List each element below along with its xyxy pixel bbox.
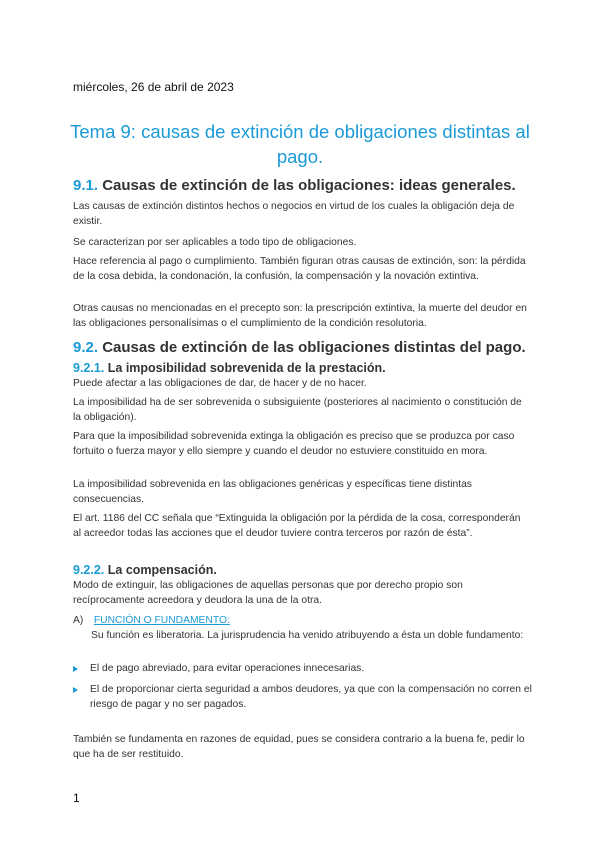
- paragraph: También se fundamenta en razones de equidad, pues se considera contrario a la buena fe, pedir lo que ha de ser restituido.: [73, 734, 525, 760]
- bullet-item: [73, 683, 533, 713]
- section-title: Causas de extinción de las obligaciones: ideas generales.: [102, 177, 516, 194]
- bullet-arrow-icon: [73, 666, 78, 672]
- section-heading-9-2: [73, 339, 526, 356]
- section-heading-9-1: [73, 177, 516, 194]
- paragraph: Puede afectar a las obligaciones de dar, de hacer y de no hacer.: [73, 378, 367, 389]
- subsection-heading-9-2-1: [73, 361, 386, 375]
- subsection-title: La compensación.: [107, 563, 217, 577]
- list-item-text: Su función es liberatoria. La jurisprudencia ha venido atribuyendo a ésta un doble fundamento:: [91, 630, 524, 641]
- paragraph: La imposibilidad sobrevenida en las obligaciones genéricas y específicas tiene distintas consecuencias.: [73, 479, 472, 505]
- section-number: 9.2.: [73, 339, 99, 356]
- subsection-title: La imposibilidad sobrevenida de la prestación.: [107, 361, 386, 375]
- paragraph: Modo de extinguir, las obligaciones de aquellas personas que por derecho propio son recíprocamente acreedora y deudora la una de la otra.: [73, 580, 463, 606]
- subsection-heading-9-2-2: [73, 563, 217, 577]
- subsection-number: 9.2.1.: [73, 361, 105, 375]
- page-title: Tema 9: causas de extinción de obligaciones distintas al pago.: [70, 121, 530, 167]
- paragraph: El art. 1186 del CC señala que “Extinguida la obligación por la pérdida de la cosa, corresponderán al acreedor todas las acciones que el deudor tuviere contra terceros por razón de ésta”.: [73, 513, 521, 539]
- paragraph: Se caracterizan por ser aplicables a todo tipo de obligaciones.: [73, 237, 357, 248]
- subsection-number: 9.2.2.: [73, 563, 105, 577]
- bullet-text: El de proporcionar cierta seguridad a ambos deudores, ya que con la compensación no corren el riesgo de pagar y no ser pagados.: [90, 684, 532, 710]
- date-header: miércoles, 26 de abril de 2023: [73, 80, 234, 94]
- paragraph: Las causas de extinción distintos hechos o negocios en virtud de los cuales la obligación deja de existir.: [73, 201, 515, 227]
- paragraph: Hace referencia al pago o cumplimiento. También figuran otras causas de extinción, son: la pérdida de la cosa debida, la condonación, la confusión, la compensación y la novación extintiva.: [73, 256, 526, 282]
- bullet-item: [73, 662, 533, 677]
- section-title: Causas de extinción de las obligaciones distintas del pago.: [102, 339, 526, 356]
- bullet-text: El de pago abreviado, para evitar operaciones innecesarias.: [90, 663, 365, 674]
- list-item-a: [73, 614, 230, 629]
- list-letter: A): [73, 615, 84, 626]
- paragraph: Otras causas no mencionadas en el precepto son: la prescripción extintiva, la muerte del deudor en las obligaciones personalísimas o el cumplimiento de la condición resolutoria.: [73, 303, 527, 329]
- bullet-arrow-icon: [73, 687, 78, 693]
- paragraph: La imposibilidad ha de ser sobrevenida o subsiguiente (posteriores al nacimiento o constitución de la obligación).: [73, 397, 522, 423]
- page-number: 1: [73, 791, 80, 805]
- function-link[interactable]: FUNCIÓN O FUNDAMENTO:: [93, 615, 230, 626]
- paragraph: Para que la imposibilidad sobrevenida extinga la obligación es preciso que se produzca por caso fortuito o fuerza mayor y ello siempre y cuando el deudor no estuviere constituido en mora.: [73, 431, 515, 457]
- section-number: 9.1.: [73, 177, 99, 194]
